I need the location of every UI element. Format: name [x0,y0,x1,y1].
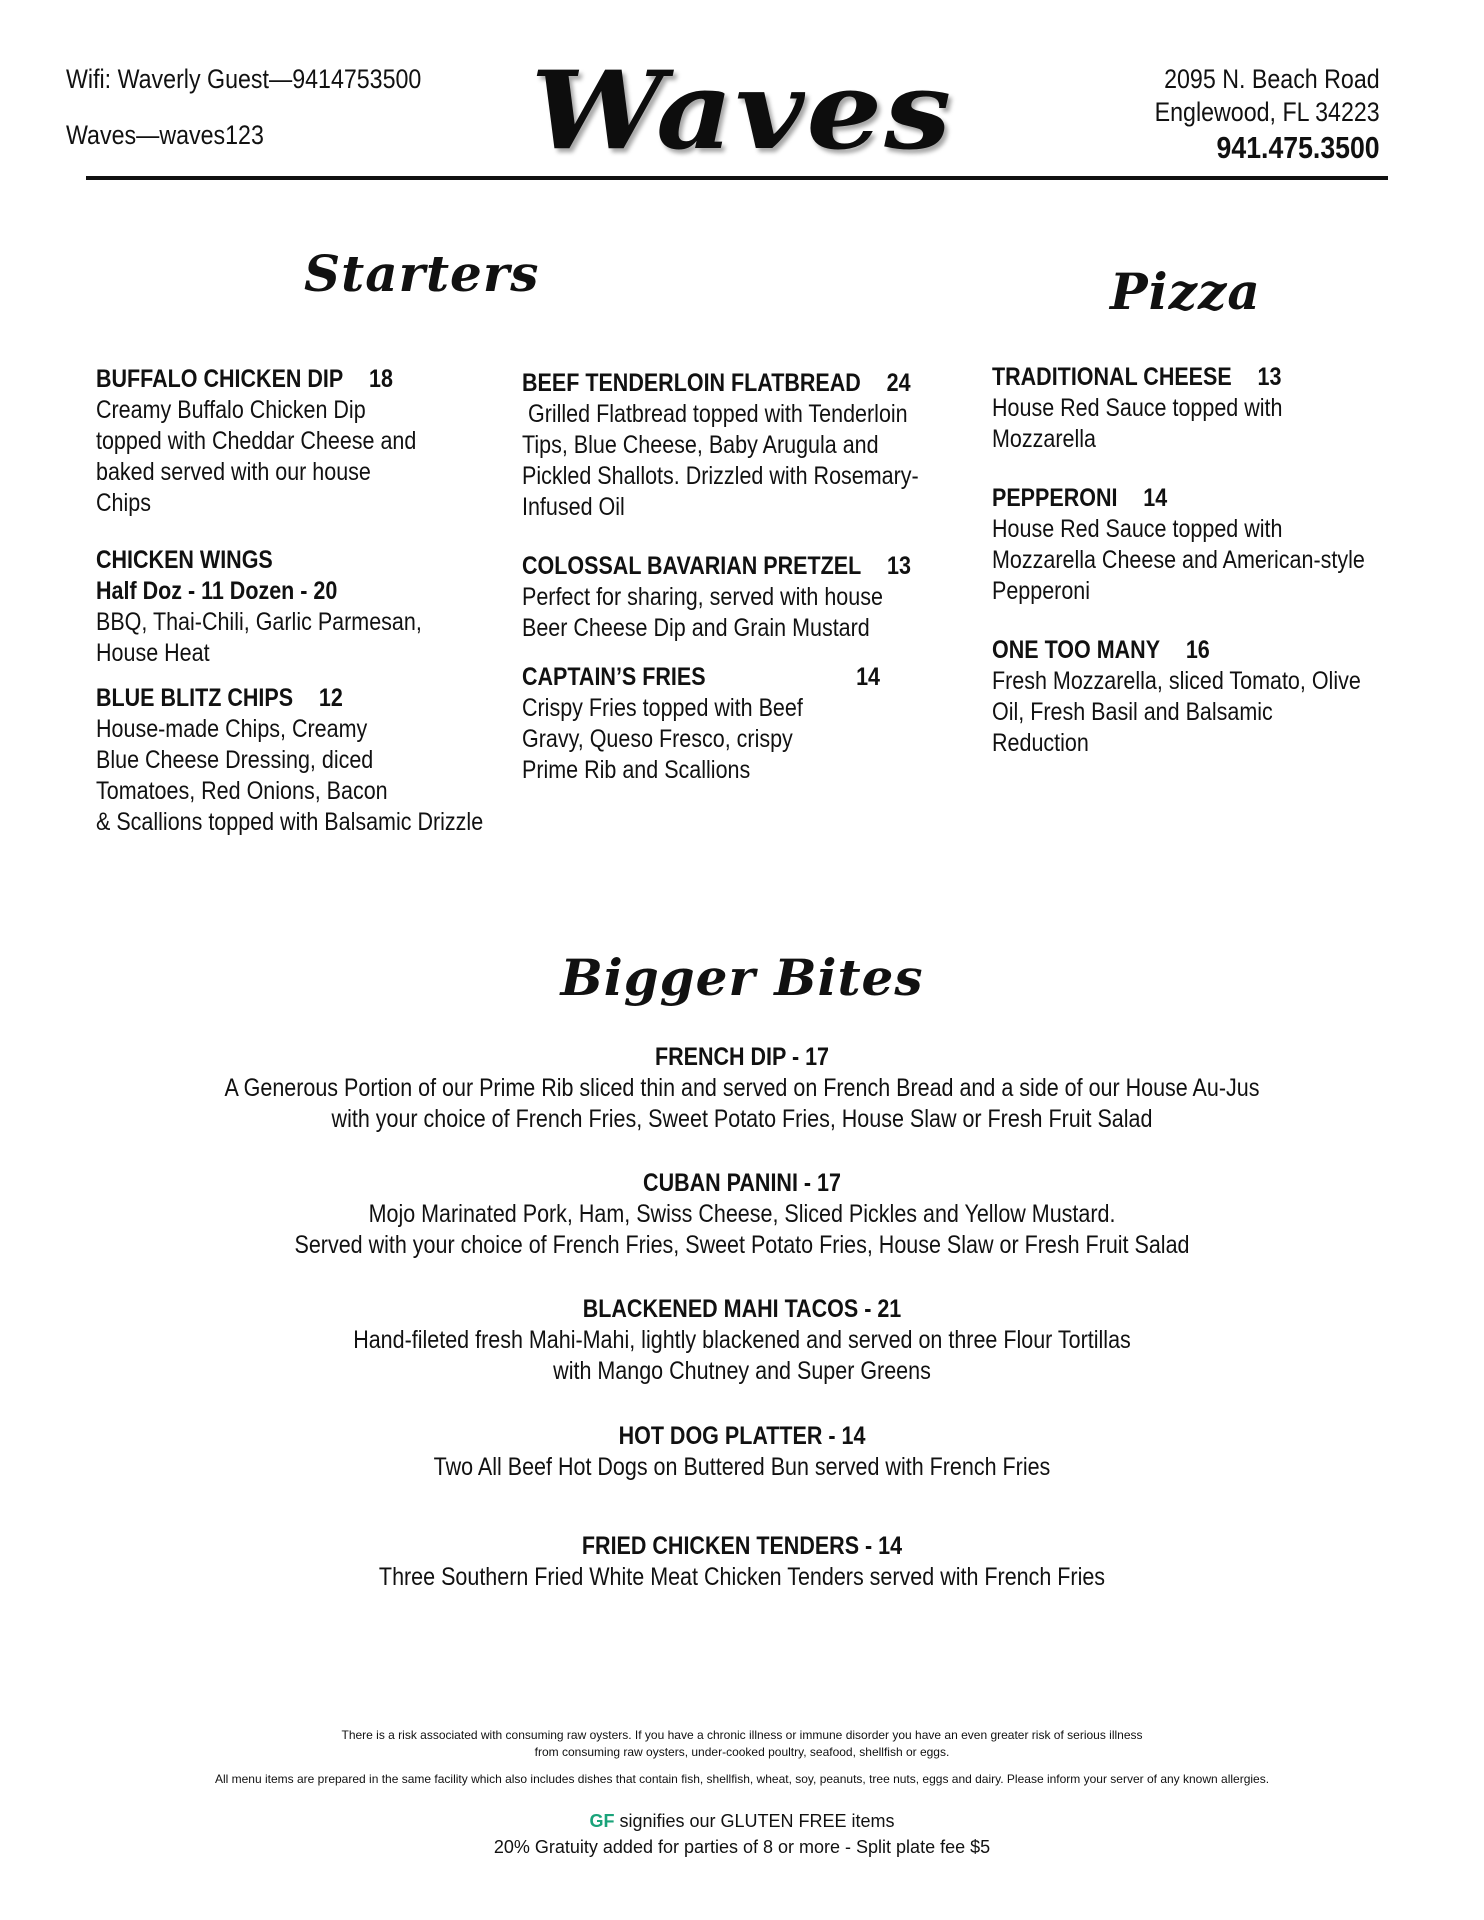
menu-item [992,483,1412,607]
item-desc-line: A Generous Portion of our Prime Rib sliced thin and served on French Bread and a side of our House Au-Jus [224,1074,1260,1102]
menu-item [96,545,516,669]
menu-item [992,635,1412,759]
item-desc-line: topped with Cheddar Cheese and [96,427,417,455]
menu-item [0,1294,1484,1387]
item-price: 14 [856,663,880,691]
gratuity-note: 20% Gratuity added for parties of 8 or more - Split plate fee $5 [493,1837,991,1857]
item-desc-line: Mozzarella Cheese and American-style [992,546,1365,574]
wifi-password-line: Waves—waves123 [66,120,264,150]
allergy-notice: All menu items are prepared in the same facility which also includes dishes that contain fish, shellfish, wheat, soy, peanuts, tree nuts, eggs and dairy. Please inform your server of any known allergies. [214,1772,1270,1786]
item-desc-line: Pepperoni [992,577,1091,605]
item-desc-line: Hand-fileted fresh Mahi-Mahi, lightly blackened and served on three Flour Tortillas [353,1326,1131,1354]
item-name: CHICKEN WINGS [96,546,273,574]
item-desc-line: Oil, Fresh Basil and Balsamic [992,698,1273,726]
item-desc-line: Blue Cheese Dressing, diced [96,746,374,774]
item-price: 16 [1185,636,1210,664]
pizza-column [992,362,1412,759]
item-name: PEPPERONI [992,484,1118,512]
item-name: CUBAN PANINI - 17 [643,1169,841,1197]
item-desc-line: Fresh Mozzarella, sliced Tomato, Olive [992,667,1361,695]
raw-oyster-warning: There is a risk associated with consuming raw oysters. If you have a chronic illness or immune disorder you have an even greater risk of serious illness from consuming raw oysters, under-cooked poultry, seafood, shellfish or eggs. [341,1728,1143,1759]
address-city: Englewood, FL 34223 [1154,97,1380,127]
item-price: 12 [318,684,343,712]
starters-column-1 [96,364,516,838]
item-desc-line: Prime Rib and Scallions [522,756,751,784]
item-desc-line: Pickled Shallots. Drizzled with Rosemary- [522,462,919,490]
starters-column-2 [522,368,942,786]
item-price: 14 [1143,484,1168,512]
item-desc-line: baked served with our house [96,458,371,486]
item-name: BUFFALO CHICKEN DIP [96,365,344,393]
menu-item [522,662,942,786]
item-price: 13 [1257,363,1282,391]
item-desc-line: House Red Sauce topped with [992,394,1283,422]
gluten-free-note: GF signifies our GLUTEN FREE items [589,1811,895,1831]
item-name: FRIED CHICKEN TENDERS - 14 [581,1532,903,1560]
item-desc-line: with your choice of French Fries, Sweet Potato Fries, House Slaw or Fresh Fruit Salad [331,1105,1153,1133]
address-street: 2095 N. Beach Road [1164,64,1380,94]
item-name: COLOSSAL BAVARIAN PRETZEL [522,552,862,580]
item-desc-line: Chips [96,489,151,517]
item-subprice: Half Doz - 11 Dozen - 20 [96,577,338,605]
item-name: TRADITIONAL CHEESE [992,363,1232,391]
item-name: CAPTAIN’S FRIES [522,663,706,691]
menu-item [96,683,516,838]
item-desc-line: House Heat [96,639,210,667]
item-price: 13 [887,552,911,580]
item-desc-line: Reduction [992,729,1089,757]
item-desc-line: Creamy Buffalo Chicken Dip [96,396,366,424]
item-desc-line: Tips, Blue Cheese, Baby Arugula and [522,431,879,459]
item-price: 18 [369,365,393,393]
menu-item [96,364,516,519]
item-desc-line: Perfect for sharing, served with house [522,583,883,611]
item-desc-line: Three Southern Fried White Meat Chicken Tenders served with French Fries [378,1563,1106,1591]
item-name: FRENCH DIP - 17 [654,1043,830,1071]
menu-item [0,1531,1484,1593]
wifi-network-line: Wifi: Waverly Guest—9414753500 [66,64,422,94]
menu-item [0,1421,1484,1483]
item-desc-line: Beer Cheese Dip and Grain Mustard [522,614,870,642]
menu-item [0,1168,1484,1261]
item-desc-line: Two All Beef Hot Dogs on Buttered Bun served with French Fries [433,1453,1051,1481]
item-name: BLUE BLITZ CHIPS [96,684,294,712]
item-desc-line: Grilled Flatbread topped with Tenderloin [522,400,908,428]
item-desc-line: Crispy Fries topped with Beef [522,694,803,722]
item-desc-line: House-made Chips, Creamy [96,715,368,743]
item-name: ONE TOO MANY [992,636,1161,664]
header-divider [86,176,1388,180]
item-desc-line: & Scallions topped with Balsamic Drizzle [96,808,484,836]
menu-item [522,551,942,644]
bigger-bites-heading: Bigger Bites [560,948,924,1007]
item-desc-line: House Red Sauce topped with [992,515,1283,543]
item-desc-line: Mojo Marinated Pork, Ham, Swiss Cheese, Sliced Pickles and Yellow Mustard. [368,1200,1116,1228]
item-desc-line: Served with your choice of French Fries, Sweet Potato Fries, House Slaw or Fresh Fruit Salad [294,1231,1190,1259]
menu-item [992,362,1412,455]
phone-number: 941.475.3500 [1216,130,1380,165]
item-desc-line: Mozzarella [992,425,1096,453]
item-name: HOT DOG PLATTER - 14 [618,1422,866,1450]
item-name: BLACKENED MAHI TACOS - 21 [582,1295,902,1323]
item-desc-line: BBQ, Thai-Chili, Garlic Parmesan, [96,608,422,636]
menu-item [522,368,942,523]
restaurant-logo: Waves [530,48,954,174]
item-desc-line: Tomatoes, Red Onions, Bacon [96,777,388,805]
item-desc-line: with Mango Chutney and Super Greens [553,1357,931,1385]
menu-item [0,1042,1484,1135]
item-name: BEEF TENDERLOIN FLATBREAD [522,369,861,397]
starters-heading: Starters [304,244,540,303]
pizza-heading: Pizza [1110,262,1261,321]
gf-mark: GF [589,1811,615,1831]
item-price: 24 [886,369,911,397]
item-desc-line: Gravy, Queso Fresco, crispy [522,725,793,753]
item-desc-line: Infused Oil [522,493,625,521]
